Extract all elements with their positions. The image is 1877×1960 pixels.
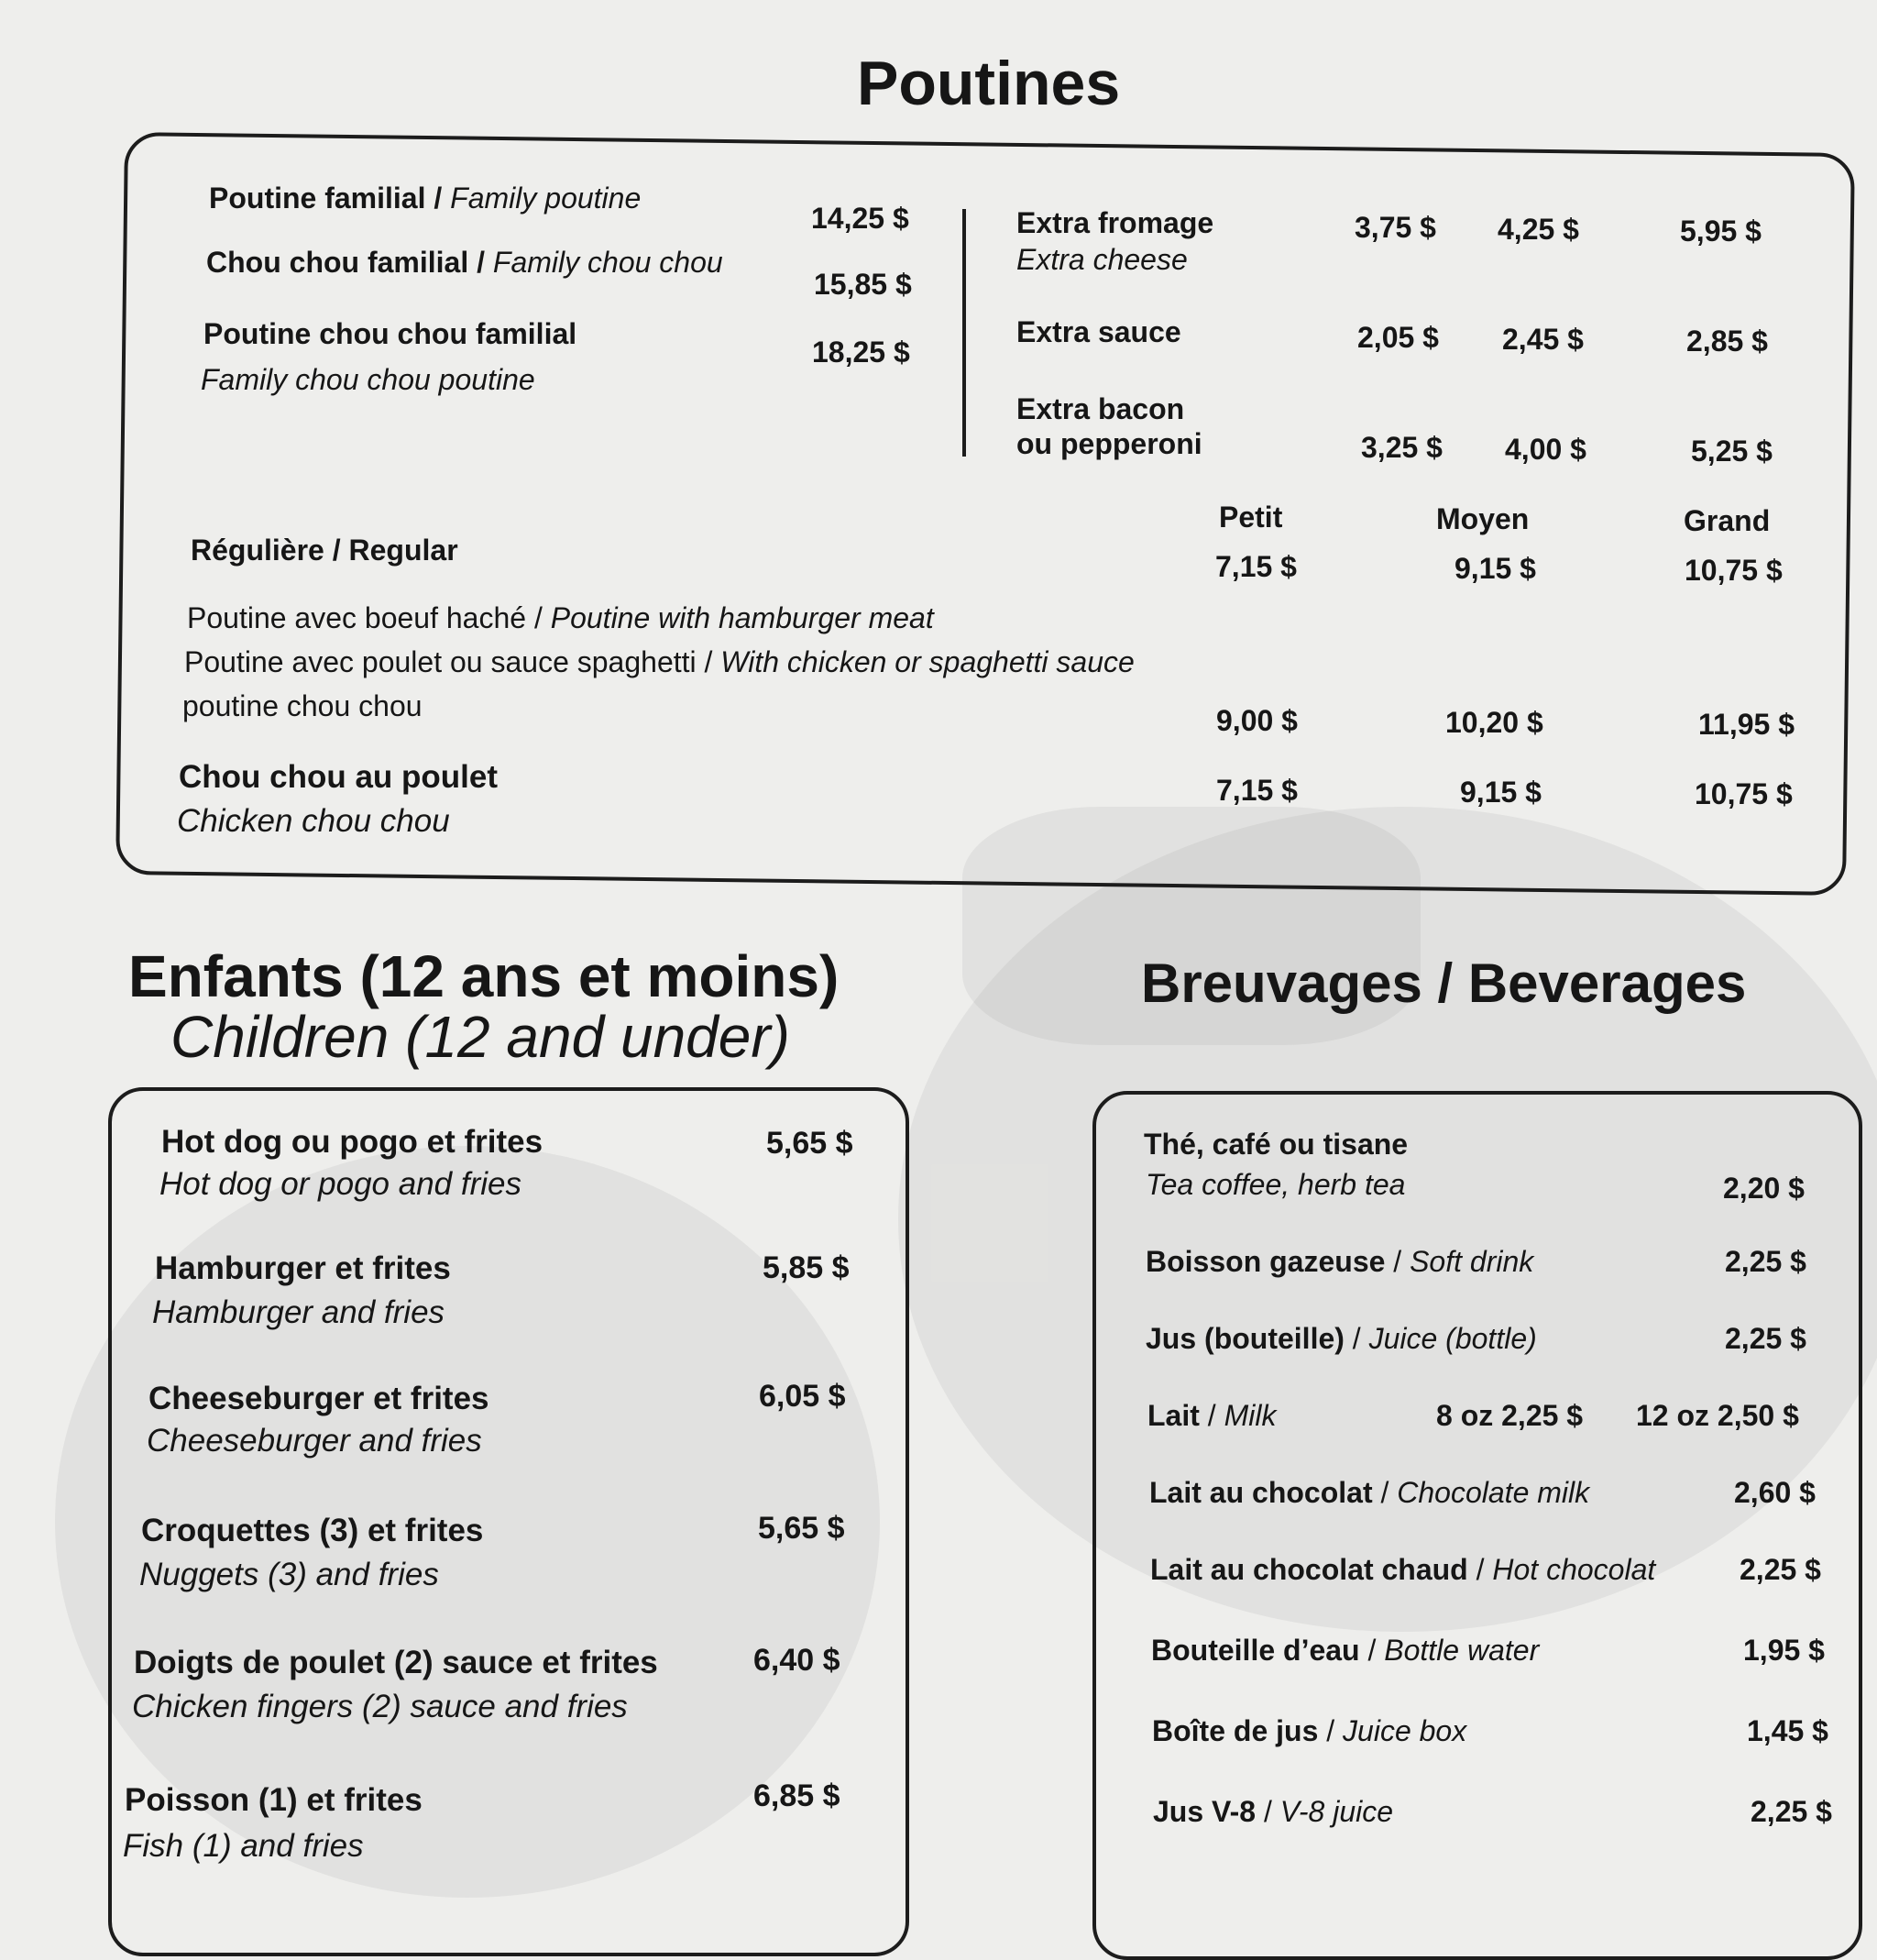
- price-grand: 10,75 $: [1685, 554, 1783, 587]
- extra-price-large: 5,95 $: [1680, 215, 1762, 248]
- beverage-description: Tea coffee, herb tea: [1146, 1168, 1406, 1201]
- beverage-description: Bottle water: [1384, 1634, 1540, 1667]
- beverage-item: [1151, 1634, 1539, 1668]
- beverage-name: Lait au chocolat: [1149, 1476, 1373, 1509]
- price-grand: 11,95 $: [1698, 708, 1795, 741]
- beverage-separator: /: [1385, 1245, 1410, 1278]
- menu-item-description: Family chou chou poutine: [201, 363, 535, 396]
- beverage-item: [1146, 1322, 1537, 1356]
- beverages-box: [1092, 1091, 1862, 1960]
- menu-item-description: Hot dog or pogo and fries: [159, 1166, 521, 1202]
- menu-item-name: Poutine chou chou familial: [203, 317, 577, 350]
- beverage-price-8oz: 8 oz 2,25 $: [1436, 1399, 1584, 1432]
- price-petit: 7,15 $: [1216, 774, 1298, 807]
- section-subtitle-kids: Children (12 and under): [170, 1004, 790, 1070]
- extra-price-medium: 2,45 $: [1502, 323, 1584, 356]
- beverage-price: 1,45 $: [1747, 1714, 1828, 1747]
- menu-item-description: Chicken fingers (2) sauce and fries: [132, 1689, 628, 1724]
- beverage-description: Juice (bottle): [1368, 1322, 1537, 1355]
- menu-item-name: Cheeseburger et frites: [148, 1381, 489, 1416]
- extra-price-large: 2,85 $: [1686, 325, 1768, 358]
- beverage-price: 2,25 $: [1740, 1553, 1821, 1586]
- section-title-poutines: Poutines: [857, 49, 1121, 118]
- beverage-price: 2,60 $: [1734, 1476, 1816, 1509]
- beverage-separator: /: [1318, 1714, 1344, 1747]
- menu-item-description: Chicken chou chou: [177, 803, 450, 839]
- beverage-description: Hot chocolat: [1492, 1553, 1656, 1586]
- menu-item-price: 6,85 $: [753, 1778, 840, 1813]
- menu-item-name: Doigts de poulet (2) sauce et frites: [134, 1645, 658, 1680]
- extra-name: Extra bacon: [1016, 392, 1185, 425]
- section-title-kids: Enfants (12 ans et moins): [128, 943, 840, 1009]
- menu-item-name: Croquettes (3) et frites: [141, 1513, 484, 1548]
- menu-item-price: 14,25 $: [811, 202, 909, 235]
- extra-name: Extra fromage: [1016, 206, 1214, 239]
- beverage-separator: /: [1256, 1795, 1280, 1828]
- size-header-grand: Grand: [1684, 504, 1771, 537]
- extra-price-large: 5,25 $: [1691, 435, 1773, 468]
- beverage-separator: /: [1372, 1476, 1398, 1509]
- beverage-price: 2,25 $: [1751, 1795, 1832, 1828]
- extra-name: Extra sauce: [1016, 315, 1181, 348]
- beverage-separator: /: [1359, 1634, 1385, 1667]
- beverage-separator: /: [1467, 1553, 1493, 1586]
- extra-name-line2: ou pepperoni: [1016, 427, 1202, 460]
- menu-item-price: 15,85 $: [814, 268, 912, 301]
- menu-item-price: 6,05 $: [759, 1379, 846, 1414]
- menu-item-price: 6,40 $: [753, 1643, 840, 1678]
- beverage-price-12oz: 12 oz 2,50 $: [1636, 1399, 1799, 1432]
- extra-price-medium: 4,25 $: [1498, 213, 1579, 246]
- beverage-item: Lait / Milk: [1147, 1399, 1277, 1432]
- beverage-name: Jus (bouteille): [1146, 1322, 1345, 1355]
- beverage-description: Juice box: [1343, 1714, 1467, 1747]
- beverage-item: [1146, 1245, 1533, 1279]
- price-petit: 9,00 $: [1216, 704, 1298, 737]
- beverage-name: Boîte de jus: [1152, 1714, 1319, 1747]
- beverage-description: Chocolate milk: [1397, 1476, 1590, 1509]
- menu-item-name: Poisson (1) et frites: [125, 1782, 423, 1818]
- menu-item-variant: poutine chou chou: [182, 689, 423, 722]
- column-divider: [962, 209, 966, 457]
- menu-item-variant: Poutine avec poulet ou sauce spaghetti / With chicken or spaghetti sauce: [184, 645, 1135, 678]
- beverage-name: Jus V-8: [1153, 1795, 1257, 1828]
- price-grand: 10,75 $: [1695, 777, 1793, 810]
- menu-item-price: 18,25 $: [812, 336, 910, 369]
- menu-item-variant: Poutine avec boeuf haché / Poutine with hamburger meat: [187, 601, 934, 634]
- beverage-price: 2,25 $: [1725, 1322, 1806, 1355]
- price-petit: 7,15 $: [1215, 550, 1297, 583]
- extra-price-small: 2,05 $: [1357, 321, 1439, 354]
- menu-item-name: Chou chou au poulet: [179, 759, 499, 795]
- extra-description: Extra cheese: [1016, 243, 1188, 276]
- menu-item-price: 5,85 $: [763, 1250, 850, 1285]
- beverage-name: Thé, café ou tisane: [1144, 1128, 1409, 1161]
- menu-item-price: 5,65 $: [766, 1126, 853, 1161]
- extra-price-medium: 4,00 $: [1505, 433, 1586, 466]
- price-moyen: 9,15 $: [1460, 776, 1542, 809]
- beverage-price: 2,20 $: [1723, 1172, 1805, 1205]
- beverage-price: 2,25 $: [1725, 1245, 1806, 1278]
- menu-item-name: Régulière / Regular: [191, 534, 458, 567]
- menu-item-name: Chou chou familial / Family chou chou: [206, 246, 723, 279]
- menu-item-description: Nuggets (3) and fries: [139, 1557, 439, 1592]
- beverage-description: V-8 juice: [1279, 1795, 1394, 1828]
- menu-item-name: Poutine familial / Family poutine: [209, 182, 642, 215]
- extra-price-small: 3,75 $: [1355, 211, 1436, 244]
- section-title-beverages: Breuvages / Beverages: [1141, 952, 1747, 1014]
- menu-item-name: Hot dog ou pogo et frites: [161, 1124, 543, 1160]
- beverage-item: [1149, 1476, 1589, 1510]
- beverage-name: Bouteille d’eau: [1151, 1634, 1360, 1667]
- menu-item-name: Hamburger et frites: [155, 1250, 451, 1286]
- menu-item-description: Fish (1) and fries: [123, 1828, 364, 1864]
- beverage-price: 1,95 $: [1743, 1634, 1825, 1667]
- price-moyen: 10,20 $: [1445, 706, 1543, 739]
- beverage-name: Lait au chocolat chaud: [1150, 1553, 1468, 1586]
- beverage-item: [1152, 1714, 1466, 1748]
- beverage-item: [1150, 1553, 1655, 1587]
- menu-item-description: Cheeseburger and fries: [147, 1423, 482, 1459]
- size-header-petit: Petit: [1219, 501, 1283, 534]
- beverage-separator: /: [1344, 1322, 1369, 1355]
- beverage-description: Soft drink: [1410, 1245, 1534, 1278]
- menu-item-price: 5,65 $: [758, 1511, 845, 1546]
- size-header-moyen: Moyen: [1436, 502, 1530, 535]
- menu-item-description: Hamburger and fries: [152, 1294, 445, 1330]
- beverage-item: [1153, 1795, 1393, 1829]
- price-moyen: 9,15 $: [1454, 552, 1536, 585]
- beverage-name: Boisson gazeuse: [1146, 1245, 1386, 1278]
- extra-price-small: 3,25 $: [1361, 431, 1443, 464]
